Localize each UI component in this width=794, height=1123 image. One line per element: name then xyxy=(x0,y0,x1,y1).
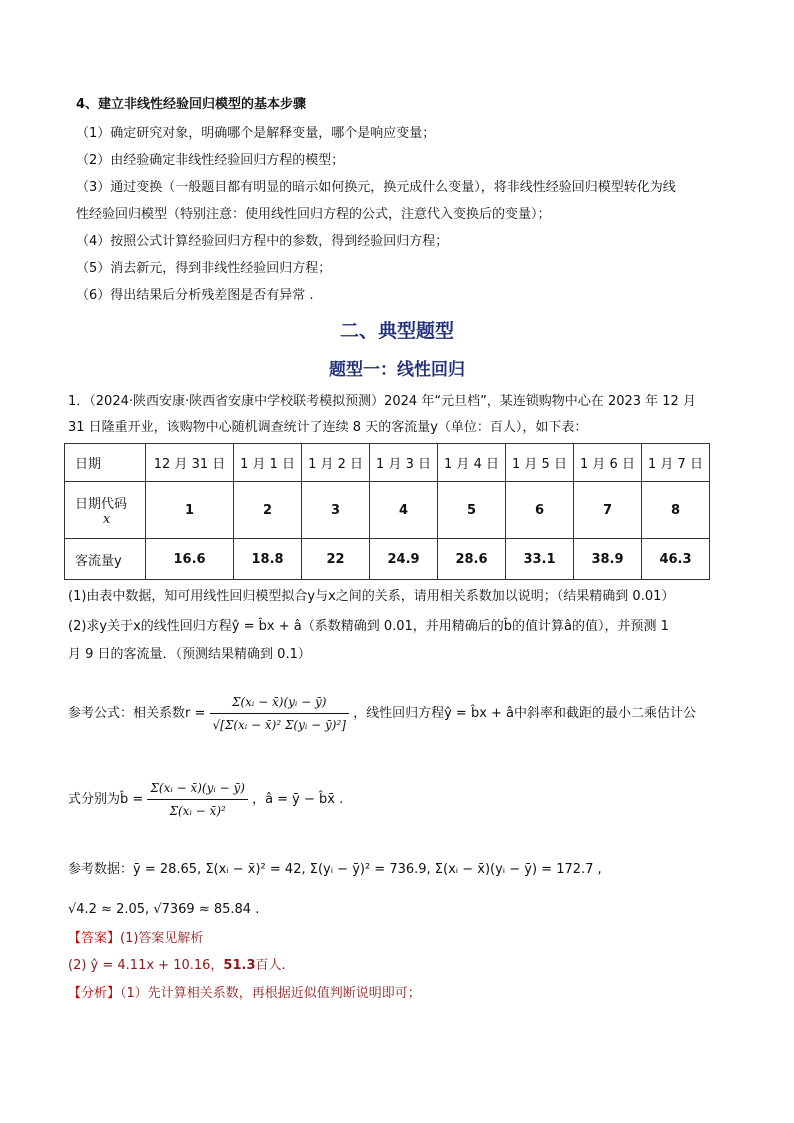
flow-cell: 38.9 xyxy=(573,539,641,580)
date-cell: 1 月 7 日 xyxy=(641,444,709,482)
row-label: 客流量y xyxy=(65,539,146,580)
slope-fraction xyxy=(147,779,248,820)
date-cell: 1 月 4 日 xyxy=(438,444,506,482)
table-row xyxy=(65,539,710,580)
reference-data-1: 参考数据：ȳ = 28.65, Σ(xᵢ − x̄)² = 42, Σ(yᵢ − ȳ)² = 736.9, Σ(xᵢ − x̄)(yᵢ − ȳ) = 172.7 , xyxy=(68,862,602,877)
formula-mid: ，线性回归方程ŷ = b̂x + â中斜率和截距的最小二乘估计公 xyxy=(353,706,697,721)
answer-line-1 xyxy=(68,929,203,949)
row-label-var: x xyxy=(103,512,111,527)
formula-b-prefix: 式分别为b̂ = xyxy=(68,792,144,807)
data-table xyxy=(64,443,710,580)
sub-heading: 题型一：线性回归 xyxy=(329,360,465,380)
step-line: （5）消去新元，得到非线性经验回归方程； xyxy=(76,261,332,276)
flow-cell: 28.6 xyxy=(438,539,506,580)
question-2-line-1: (2)求y关于x的线性回归方程ŷ = b̂x + â（系数精确到 0.01，并用精确后的b̂的值计算â的值），并预测 1 xyxy=(68,619,669,634)
formula-r-line xyxy=(68,684,696,744)
step-line: （2）由经验确定非线性经验回归方程的模型； xyxy=(76,153,345,168)
date-cell: 12 月 31 日 xyxy=(146,444,234,482)
main-heading: 二、典型题型 xyxy=(339,320,454,342)
fraction-numerator: Σ(xᵢ − x̄)(yᵢ − ȳ) xyxy=(210,693,349,714)
step-line: （3）通过变换（一般题目都有明显的暗示如何换元，换元成什么变量），将非线性经验回归模型转化为线 xyxy=(76,180,676,195)
answer-part-2: (2) ŷ = 4.11x + 10.16， xyxy=(68,958,224,973)
code-cell: 1 xyxy=(146,482,234,539)
flow-cell: 18.8 xyxy=(234,539,302,580)
flow-cell: 16.6 xyxy=(146,539,234,580)
answer-unit: 百人. xyxy=(255,958,286,973)
flow-cell: 22 xyxy=(302,539,370,580)
answer-part-1: (1)答案见解析 xyxy=(120,931,204,946)
step-line: （6）得出结果后分析残差图是否有异常 . xyxy=(76,288,314,303)
answer-line-2 xyxy=(68,956,286,976)
formula-a: ，â = ȳ − b̂x̄ . xyxy=(252,792,344,807)
flow-cell: 24.9 xyxy=(370,539,438,580)
reference-data-2: √4.2 ≈ 2.05, √7369 ≈ 85.84 . xyxy=(68,902,260,917)
table-row xyxy=(65,482,710,539)
analysis-label: 【分析】 xyxy=(68,986,121,1001)
row-label: 日期 xyxy=(65,444,146,482)
code-cell: 3 xyxy=(302,482,370,539)
date-cell: 1 月 6 日 xyxy=(573,444,641,482)
fraction-denominator: Σ(xᵢ − x̄)² xyxy=(169,804,226,818)
date-cell: 1 月 5 日 xyxy=(506,444,574,482)
question-2-line-2: 月 9 日的客流量．（预测结果精确到 0.1） xyxy=(68,647,311,662)
date-cell: 1 月 2 日 xyxy=(302,444,370,482)
code-cell: 4 xyxy=(370,482,438,539)
analysis-text: （1）先计算相关系数，再根据近似值判断说明即可； xyxy=(120,986,421,1001)
correlation-fraction xyxy=(210,693,349,734)
step-line: 性经验回归模型（特别注意：使用线性回归方程的公式，注意代入变换后的变量）； xyxy=(76,207,551,222)
step-line: （1）确定研究对象，明确哪个是解释变量，哪个是响应变量； xyxy=(76,126,436,141)
fraction-numerator: Σ(xᵢ − x̄)(yᵢ − ȳ) xyxy=(147,779,248,800)
section-title: 4、建立非线性经验回归模型的基本步骤 xyxy=(76,97,307,112)
code-cell: 7 xyxy=(573,482,641,539)
question-1: (1)由表中数据，知可用线性回归模型拟合y与x之间的关系，请用相关系数加以说明；（结果精确到 0.01） xyxy=(68,589,675,604)
analysis-line xyxy=(68,984,421,1004)
code-cell: 8 xyxy=(641,482,709,539)
date-cell: 1 月 3 日 xyxy=(370,444,438,482)
code-cell: 5 xyxy=(438,482,506,539)
answer-label: 【答案】 xyxy=(68,931,121,946)
date-cell: 1 月 1 日 xyxy=(234,444,302,482)
table-row xyxy=(65,444,710,482)
fraction-denominator: √[Σ(xᵢ − x̄)² Σ(yᵢ − ȳ)²] xyxy=(212,718,346,732)
row-label xyxy=(65,482,146,539)
step-line: （4）按照公式计算经验回归方程中的参数，得到经验回归方程； xyxy=(76,234,449,249)
answer-value: 51.3 xyxy=(223,958,256,973)
code-cell: 2 xyxy=(234,482,302,539)
flow-cell: 46.3 xyxy=(641,539,709,580)
row-label-text: 日期代码 xyxy=(75,497,128,512)
flow-cell: 33.1 xyxy=(506,539,574,580)
problem-intro-1: 1．（2024·陕西安康·陕西省安康中学校联考模拟预测）2024 年“元旦档”，某连锁购物中心在 2023 年 12 月 xyxy=(68,394,696,409)
formula-prefix: 参考公式：相关系数r = xyxy=(68,706,206,721)
problem-intro-2: 31 日隆重开业，该购物中心随机调查统计了连续 8 天的客流量y（单位：百人），如下表： xyxy=(68,420,588,435)
formula-b-line xyxy=(68,770,343,830)
code-cell: 6 xyxy=(506,482,574,539)
